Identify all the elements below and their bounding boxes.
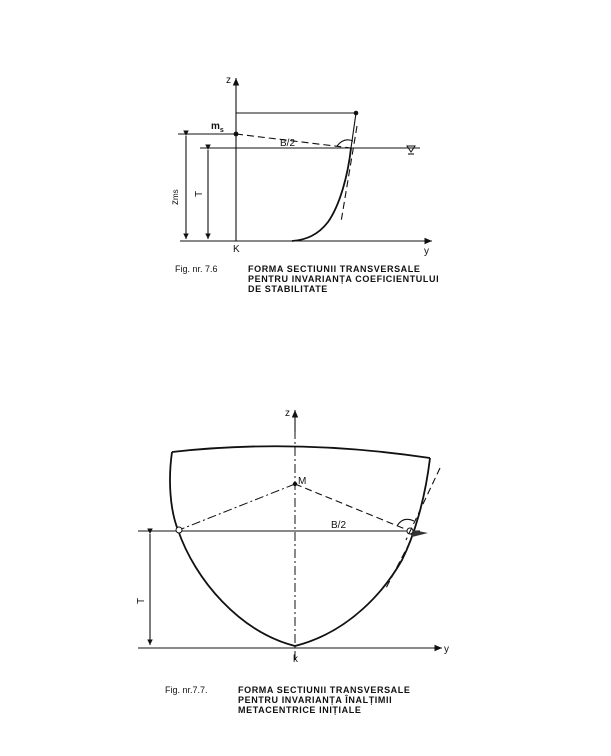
b2-label: B/2 (331, 520, 347, 531)
keel-label: k (293, 654, 298, 665)
m-left-line (179, 484, 295, 530)
z-axis-label: z (285, 408, 290, 419)
figure-7-7 (136, 408, 449, 715)
t-label: T (194, 190, 205, 197)
angle-arc (397, 519, 414, 526)
caption-id-7-7: Fig. nr.7.7. (165, 685, 208, 695)
z-axis-label: z (226, 75, 231, 86)
angle-arc (337, 140, 353, 146)
caption-line-2: PENTRU INVARIANȚA COEFICIENTULUI (248, 274, 440, 284)
deck-curve (172, 446, 430, 458)
zms-label: zms (170, 189, 181, 205)
y-axis-label: y (424, 246, 429, 257)
t-label: T (136, 597, 147, 604)
caption-line-3: DE STABILITATE (248, 284, 328, 294)
keel-label: K (233, 244, 240, 255)
m-label: M (298, 476, 307, 487)
caption-line-1: FORMA SECTIUNII TRANSVERSALE (248, 264, 421, 274)
b2-label: B/2 (280, 138, 296, 149)
caption-line-3: METACENTRICE INIȚIALE (238, 705, 362, 715)
caption-line-1: FORMA SECTIUNII TRANSVERSALE (238, 685, 411, 695)
hull-curve (292, 148, 351, 241)
caption-line-2: PENTRU INVARIANȚA ÎNALȚIMII (238, 695, 393, 705)
y-axis-label: y (444, 644, 449, 655)
tangent-upper (406, 468, 440, 540)
ms-label: $m_s$ (211, 121, 224, 134)
side-upper (351, 113, 356, 148)
figure-7-6 (170, 75, 439, 294)
water-symbol (407, 146, 415, 152)
m-right-line (295, 484, 410, 531)
caption-id-7-6: Fig. nr. 7.6 (175, 264, 218, 274)
waterline-left-point (176, 527, 182, 533)
